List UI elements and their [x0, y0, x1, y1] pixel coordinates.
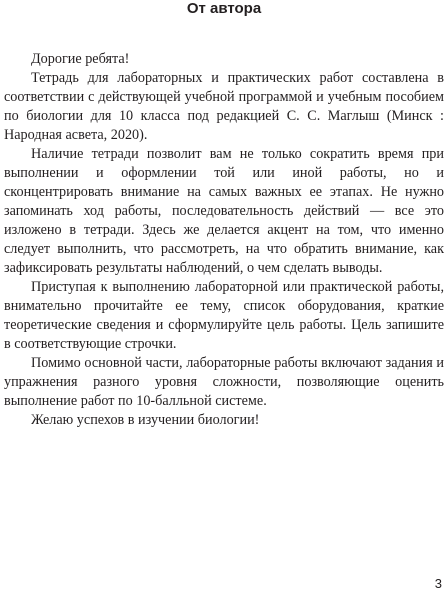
text-body: [4, 50, 444, 430]
page-number: 3: [434, 576, 442, 591]
paragraph: Приступая к выполнению лабораторной или практической работы, внимательно прочитайте ее тему, список оборудования, краткие теоретические сведения и сформулируйте цель работы. Цель запишите в соответствующие строчки.: [4, 279, 444, 352]
greeting: Дорогие ребята!: [31, 51, 130, 67]
page-title: От автора: [186, 0, 262, 17]
paragraph: Наличие тетради позволит вам не только сократить время при выполнении и оформлении той или иной работы, но и сконцентрировать внимание на самых важных ее этапах. Не нужно запоминать ход работы, последовательность действий — все это изложено в тетради. Здесь же делается акцент на том, что именно следует выполнить, что рассмотреть, на что обратить внимание, как зафиксировать результаты наблюдений, о чем сделать выводы.: [4, 146, 444, 276]
paragraph: Тетрадь для лабораторных и практических работ составлена в соответствии с действующей учебной программой и учебным пособием по биологии для 10 класса под редакцией С. С. Маглыш (Минск : Народная асвета, 2020).: [4, 70, 444, 143]
closing-line: Желаю успехов в изучении биологии!: [31, 412, 260, 428]
paragraph: Помимо основной части, лабораторные работы включают задания и упражнения разного уровня сложности, позволяющие оценить выполнение работ по 10-балльной системе.: [4, 355, 444, 409]
